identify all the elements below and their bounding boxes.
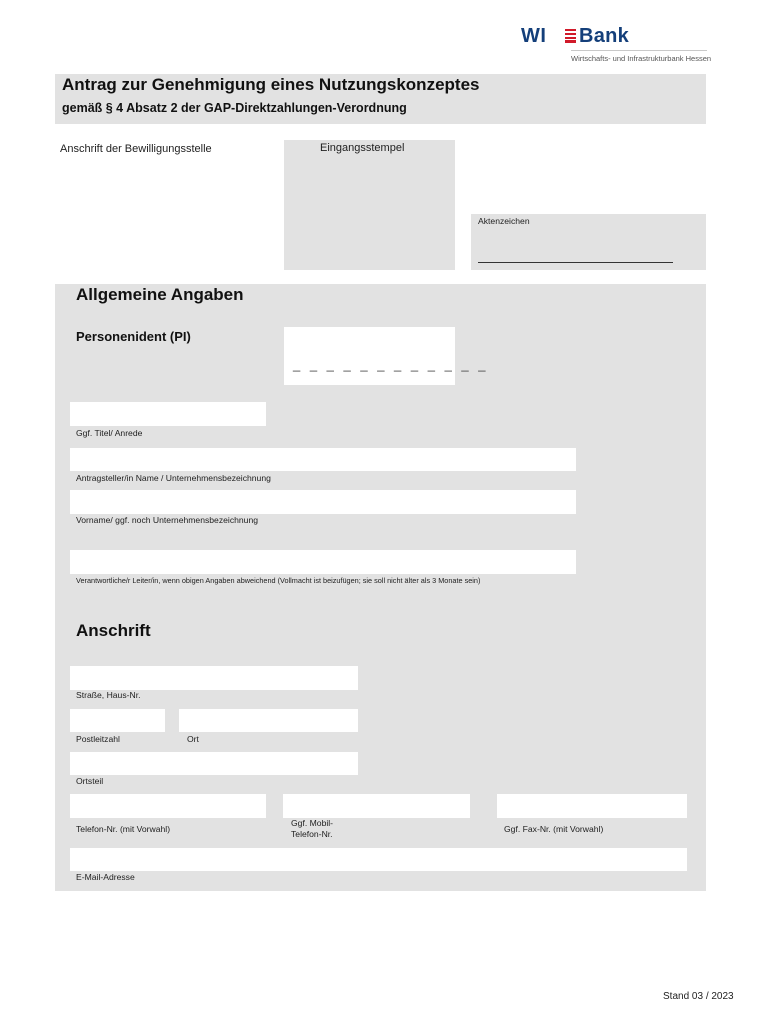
logo-subtitle: Wirtschafts- und Infrastrukturbank Hessen [571, 54, 712, 63]
pi-field[interactable] [284, 327, 455, 385]
applicant-name-label: Antragsteller/in Name / Unternehmensbezeichnung [76, 473, 271, 483]
form-title: Antrag zur Genehmigung eines Nutzungskonzeptes [62, 75, 480, 94]
fax-label: Ggf. Fax-Nr. (mit Vorwahl) [504, 824, 604, 834]
email-input[interactable] [70, 848, 687, 871]
logo-bars-icon [565, 29, 576, 46]
title-label: Ggf. Titel/ Anrede [76, 428, 143, 438]
pi-placeholder: _ _ _ _ _ _ _ _ _ _ _ _ [293, 357, 489, 372]
address-heading: Anschrift [76, 621, 151, 640]
mobile-input[interactable] [283, 794, 470, 818]
logo-divider [571, 50, 707, 51]
firstname-label: Vorname/ ggf. noch Unternehmensbezeichnung [76, 515, 259, 525]
title-input[interactable] [70, 402, 266, 426]
city-label: Ort [187, 734, 199, 744]
responsible-person-label: Verantwortliche/r Leiter/in, wenn obigen Angaben abweichend (Vollmacht ist beizufügen; sie soll nicht älter als 3 Monate sein) [76, 576, 481, 585]
logo-wi-text: WI [521, 25, 547, 47]
mobile-label: Ggf. Mobil- Telefon-Nr. [291, 818, 334, 839]
authority-address-label: Anschrift der Bewilligungsstelle [60, 143, 212, 155]
logo-bank-text: Bank [579, 25, 630, 47]
phone-label: Telefon-Nr. (mit Vorwahl) [76, 824, 171, 834]
city-input[interactable] [179, 709, 358, 732]
district-label: Ortsteil [76, 776, 104, 786]
form-subtitle: gemäß § 4 Absatz 2 der GAP-Direktzahlungen-Verordnung [62, 101, 407, 115]
receipt-stamp-label: Eingangsstempel [320, 142, 405, 154]
wibank-logo [521, 25, 711, 67]
general-info-heading: Allgemeine Angaben [76, 285, 244, 304]
postcode-input[interactable] [70, 709, 165, 732]
fax-input[interactable] [497, 794, 687, 818]
applicant-name-input[interactable] [70, 448, 576, 471]
version-footer: Stand 03 / 2023 [663, 991, 734, 1002]
pi-label: Personenident (PI) [76, 329, 191, 344]
firstname-input[interactable] [70, 490, 576, 514]
file-number-label: Aktenzeichen [478, 216, 530, 226]
phone-input[interactable] [70, 794, 266, 818]
street-label: Straße, Haus-Nr. [76, 690, 141, 700]
receipt-stamp-box [284, 140, 455, 270]
responsible-person-input[interactable] [70, 550, 576, 574]
file-number-line [478, 262, 673, 263]
district-input[interactable] [70, 752, 358, 775]
street-input[interactable] [70, 666, 358, 690]
postcode-label: Postleitzahl [76, 734, 120, 744]
email-label: E-Mail-Adresse [76, 872, 135, 882]
